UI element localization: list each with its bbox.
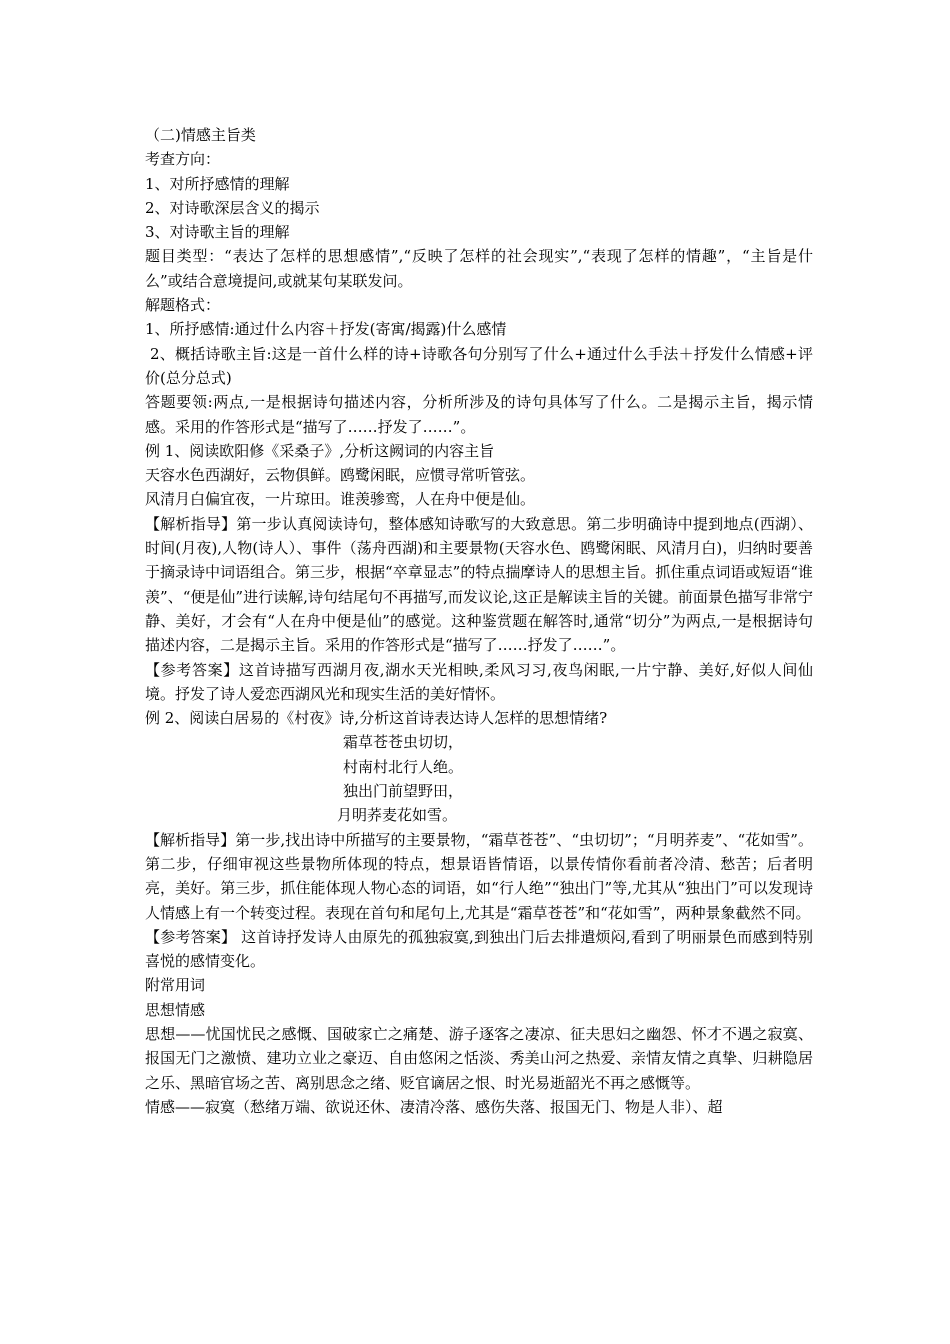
emotions-paragraph: 情感——寂寞（愁绪万端、欲说还休、凄清冷落、感伤失落、报国无门、物是人非）、超 xyxy=(145,1097,723,1116)
question-types: 题目类型：“表达了怎样的思想感情”,“反映了怎样的社会现实”,“表现了怎样的情趣”，“主旨是什么”或结合意境提问,或就某句某联发问。 xyxy=(145,247,813,290)
poem-line: 独出门前望野田， xyxy=(343,782,464,801)
thoughts-title: 思想情感 xyxy=(145,1000,206,1019)
direction-item: 2、对诗歌深层含义的揭示 xyxy=(145,198,320,217)
example2-answer: 【参考答案】 这首诗抒发诗人由原先的孤独寂寞,到独出门后去排遣烦闷,看到了明丽景色而感到特别喜悦的感情变化。 xyxy=(145,927,813,971)
example2-analysis: 【解析指导】第一步,找出诗中所描写的主要景物，“霜草苍苍”、“虫切切”；“月明荞麦”、“花如雪”。第二步，仔细审视这些景物所体现的特点，想景语皆情语，以景传情你看前者冷清、愁苦；后者明亮，美好。第三步，抓住能体现人物心态的词语，如“行人绝”“独出门”等,尤其从“独出门”可以发现诗人情感上有一个转变过程。表现在首句和尾句上,尤其是“霜草苍苍”和“花如雪”，两种景象截然不同。 xyxy=(145,830,813,922)
direction-item: 3、对诗歌主旨的理解 xyxy=(145,223,290,242)
poem-line: 霜草苍苍虫切切， xyxy=(343,733,464,752)
format-item: 1、所抒感情:通过什么内容＋抒发(寄寓/揭露)什么感情 xyxy=(145,320,507,339)
key-points: 答题要领:两点,一是根据诗句描述内容，分析所涉及的诗句具体写了什么。二是揭示主旨，揭示情感。采用的作答形式是“描写了……抒发了……”。 xyxy=(145,393,813,436)
section-title: （二)情感主旨类 xyxy=(145,126,256,144)
example1-prompt: 例 1、阅读欧阳修《采桑子》,分析这阙词的内容主旨 xyxy=(145,441,495,460)
example1-verse: 风清月白偏宜夜，一片琼田。谁羡骖鸾，人在舟中便是仙。 xyxy=(145,490,536,509)
direction-item: 1、对所抒感情的理解 xyxy=(145,174,290,193)
direction-label: 考查方向： xyxy=(145,150,221,169)
format-item: 2、概括诗歌主旨:这是一首什么样的诗+诗歌各句分别写了什么+通过什么手法＋抒发什么情感+评价(总分总式) xyxy=(145,344,813,387)
example1-answer: 【参考答案】这首诗描写西湖月夜,湖水天光相映,柔风习习,夜鸟闲眠,一片宁静、美好,好似人间仙境。抒发了诗人爱恋西湖风光和现实生活的美好情怀。 xyxy=(145,660,813,703)
example2-prompt: 例 2、阅读白居易的《村夜》诗,分析这首诗表达诗人怎样的思想情绪? xyxy=(145,709,608,728)
example1-analysis: 【解析指导】第一步认真阅读诗句，整体感知诗歌写的大致意思。第二步明确诗中提到地点(西湖）、时间(月夜),人物(诗人）、事件（荡舟西湖)和主要景物(天容水色、鸥鹭闲眠、风清月白)，归纳时要善于摘录诗中词语组合。第三步，根据“卒章显志”的特点揣摩诗人的思想主旨。抓住重点词语或短语“谁羡”、“便是仙”进行读解,诗句结尾句不再描写,而发议论,这正是解读主旨的关键。前面景色描写非常宁静、美好，才会有“人在舟中便是仙”的感觉。这种鉴赏题在解答时,通常“切分”为两点,一是根据诗句描述内容，二是揭示主旨。采用的作答形式是“描写了……抒发了……”。 xyxy=(145,514,814,655)
appendix-title: 附常用词 xyxy=(145,976,206,995)
thoughts-paragraph: 思想——忧国忧民之感慨、国破家亡之痛楚、游子逐客之凄凉、征夫思妇之幽怨、怀才不遇之寂寞、报国无门之激愤、建功立业之豪迈、自由悠闲之恬淡、秀美山河之热爱、亲情友情之真挚、归耕隐居之乐、黑暗官场之苦、离别思念之绪、贬官谪居之恨、时光易逝韶光不再之感慨等。 xyxy=(145,1024,813,1092)
poem-line: 村南村北行人绝。 xyxy=(343,757,464,776)
format-label: 解题格式： xyxy=(145,296,221,315)
poem-line: 月明荞麦花如雪。 xyxy=(337,806,458,825)
example1-verse: 天容水色西湖好，云物俱鲜。鸥鹭闲眠，应惯寻常听管弦。 xyxy=(145,466,536,485)
document-page xyxy=(145,123,813,1119)
